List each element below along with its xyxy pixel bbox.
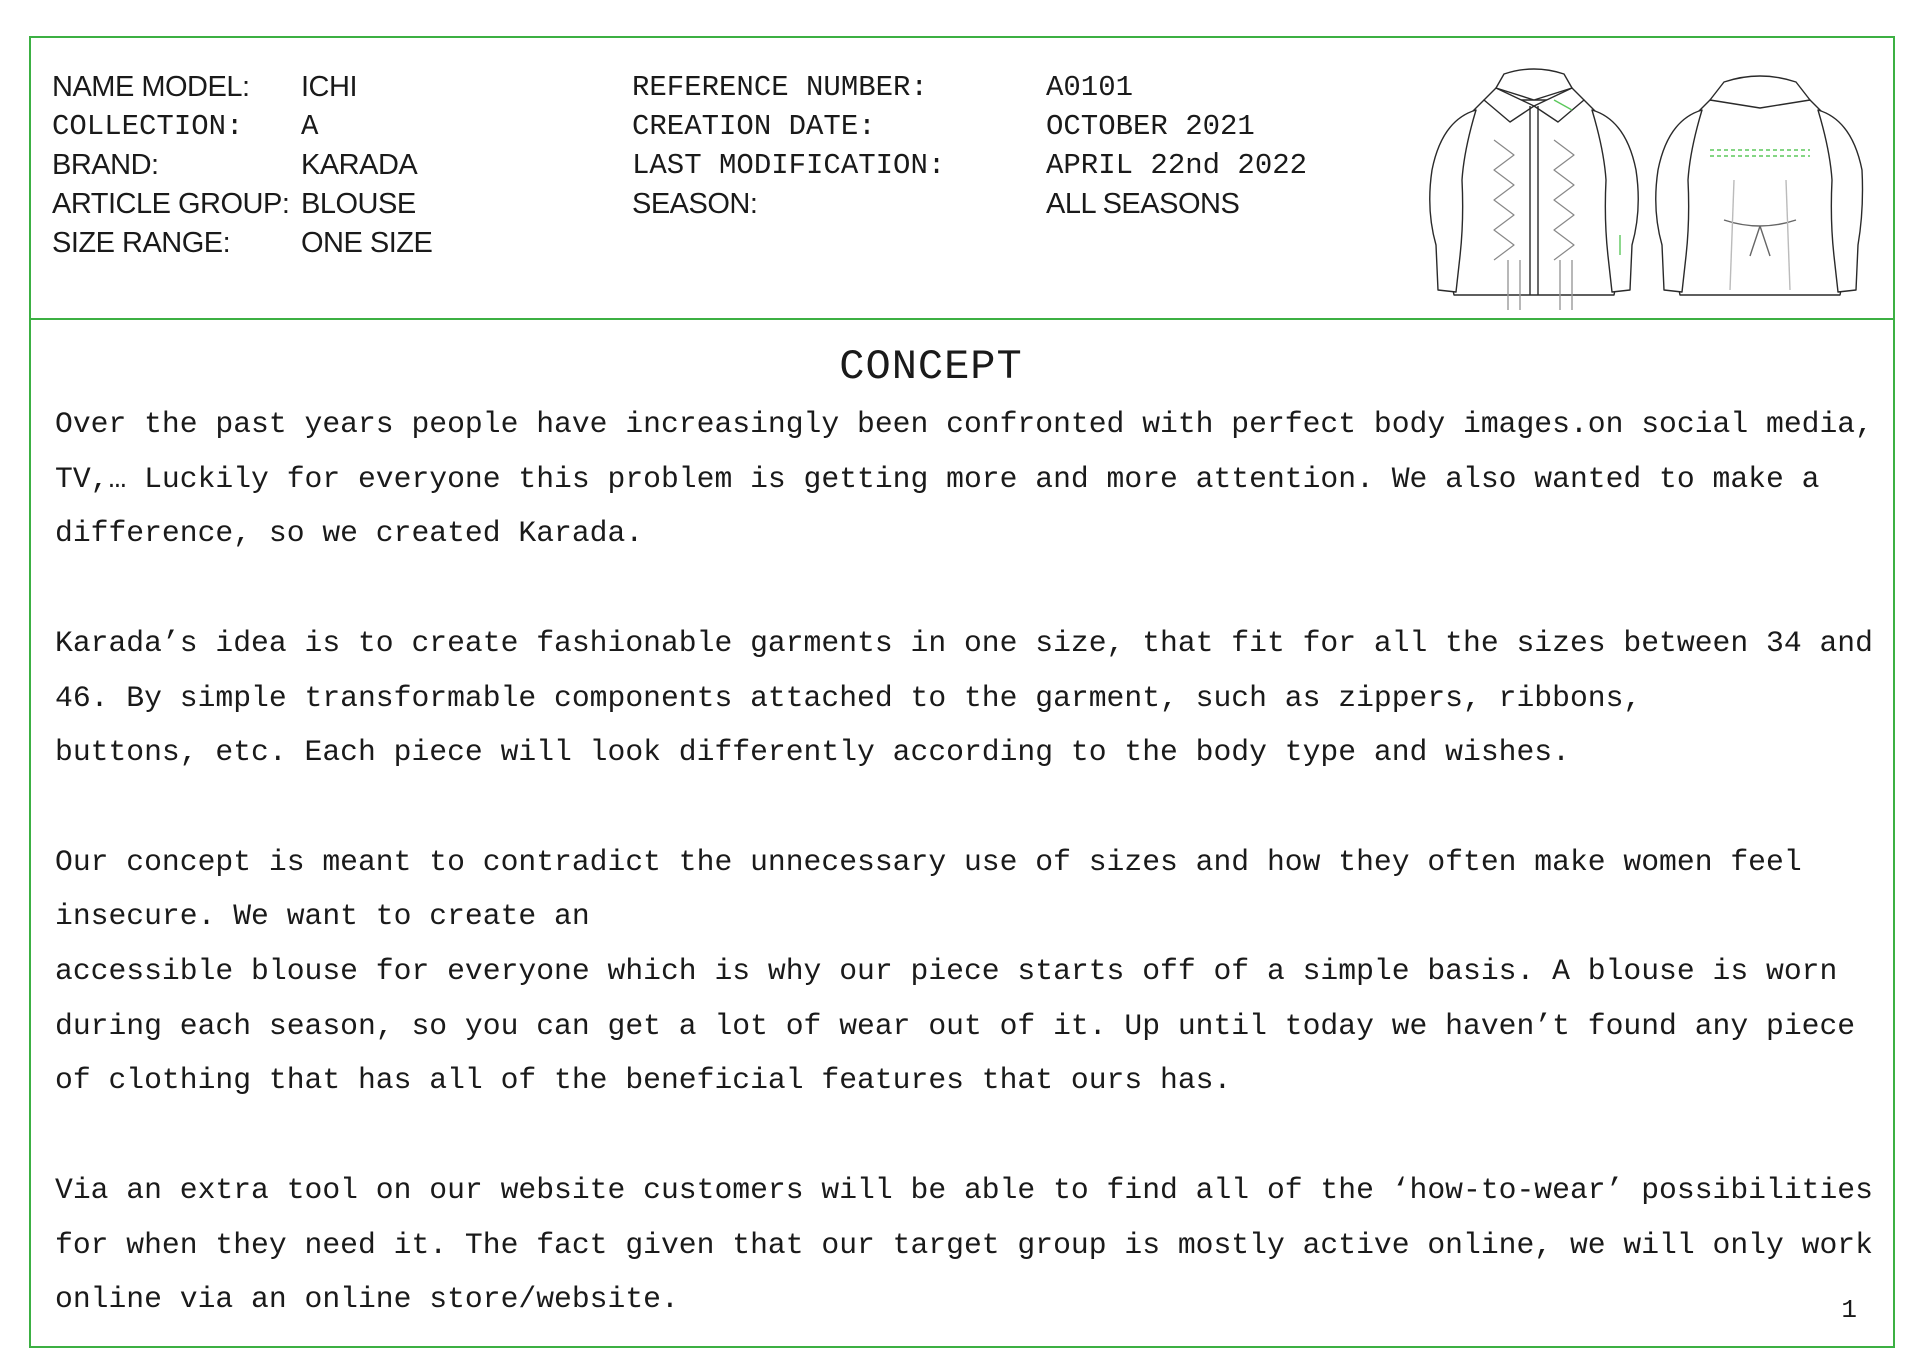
concept-body	[55, 398, 1877, 1364]
concept-paragraph: Karada’s idea is to create fashionable garments in one size, that fit for all the sizes between 34 and 46. By simple transformable components attached to the garment, such as zippers, ribbons, buttons, etc. Each piece will look differently according to the body type and wishes.	[55, 626, 1873, 771]
page-number: 1	[1841, 1295, 1857, 1325]
field-label: NAME MODEL:	[52, 71, 250, 103]
reference-info	[632, 68, 1307, 224]
garment-drawings	[1424, 60, 1864, 314]
field-label: CREATION DATE:	[632, 110, 876, 143]
blouse-front-sketch-icon	[1430, 69, 1639, 310]
field-label: ARTICLE GROUP:	[52, 188, 290, 220]
concept-paragraph: Via an extra tool on our website customers will be able to find all of the ‘how-to-wear’ possibilities for when they need it. The fact given that our target group is mostly active online, we will only work online via an online store/website.	[55, 1173, 1873, 1318]
brand-row	[52, 146, 432, 185]
collection-row	[52, 107, 432, 146]
last-modification-row	[632, 146, 1307, 185]
field-value: A0101	[1046, 71, 1134, 104]
field-value: ICHI	[301, 71, 357, 103]
field-label: BRAND:	[52, 149, 159, 181]
field-label: LAST MODIFICATION:	[632, 149, 946, 182]
name-model-row	[52, 68, 432, 107]
concept-heading: CONCEPT	[839, 343, 1023, 391]
creation-date-row	[632, 107, 1307, 146]
model-info	[52, 68, 432, 263]
concept-paragraph: Over the past years people have increasingly been confronted with perfect body images.on social media, TV,… Luckily for everyone this problem is getting more and more attention. We also wanted to make a difference, so we created Karada.	[55, 408, 1873, 552]
field-value: KARADA	[301, 149, 418, 181]
field-value: A	[301, 110, 319, 143]
concept-paragraph: Our concept is meant to contradict the unnecessary use of sizes and how they often make women feel insecure. We want to create an accessible blouse for everyone which is why our piece starts off of a simple basis. A blouse is worn during each season, so you can get a lot of wear out of it. Up until today we haven’t found any piece of clothing that has all of the beneficial features that ours has.	[55, 845, 1856, 1099]
sheet-header	[31, 38, 1893, 320]
size-range-row	[52, 224, 432, 263]
field-label: REFERENCE NUMBER:	[632, 71, 928, 104]
field-label: COLLECTION:	[52, 110, 244, 143]
spec-sheet	[29, 36, 1895, 1348]
field-value: BLOUSE	[301, 188, 416, 220]
article-group-row	[52, 185, 432, 224]
field-value: OCTOBER 2021	[1046, 110, 1255, 143]
field-label: SIZE RANGE:	[52, 227, 231, 259]
field-label: SEASON:	[632, 188, 758, 220]
field-value: ALL SEASONS	[1046, 188, 1240, 220]
field-value: ONE SIZE	[301, 227, 433, 259]
reference-number-row	[632, 68, 1307, 107]
season-row	[632, 185, 1307, 224]
field-value: APRIL 22nd 2022	[1046, 149, 1308, 182]
blouse-back-sketch-icon	[1656, 76, 1863, 295]
